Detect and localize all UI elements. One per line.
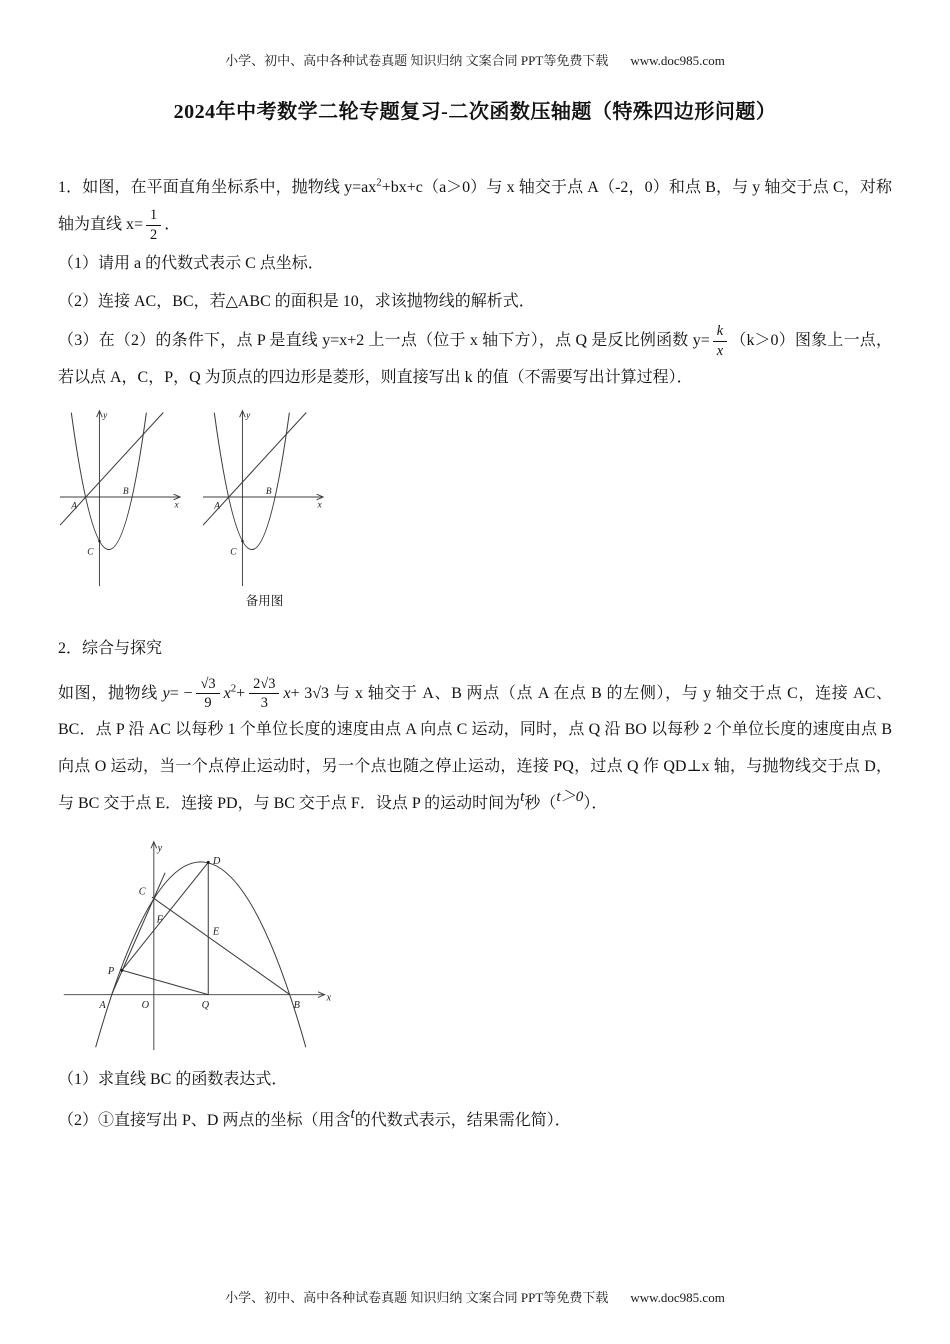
label-F: F <box>156 914 163 926</box>
label-y: y <box>157 842 163 854</box>
header-text: 小学、初中、高中各种试卷真题 知识归纳 文案合同 PPT等免费下载 <box>225 53 609 68</box>
segment-BC <box>152 897 290 995</box>
problem1-intro-seg2: +bx+c（a＞0）与 x 轴交于点 A（-2，0）和点 B，与 y 轴交于点 C，对称轴为直线 x= <box>58 179 892 233</box>
label-E: E <box>212 926 220 938</box>
page-header <box>0 0 950 69</box>
eq-relation: = − <box>169 684 193 702</box>
problem2-q2-seg1: （2）①直接写出 P、D 两点的坐标（用含 <box>58 1111 351 1129</box>
point-P <box>120 969 123 972</box>
segment-PD <box>122 862 208 970</box>
problem1-intro <box>58 170 892 244</box>
problem2-question-1: （1）求直线 BC 的函数表达式． <box>58 1070 288 1088</box>
label-x: x <box>317 500 322 511</box>
document-title: 2024年中考数学二轮专题复习-二次函数压轴题（特殊四边形问题） <box>173 101 777 123</box>
problem1-figures <box>58 405 892 609</box>
point-C <box>98 540 100 542</box>
parabola-curve <box>214 412 289 549</box>
label-A: A <box>214 501 221 512</box>
segment-PQ <box>122 970 208 994</box>
footer-text: 小学、初中、高中各种试卷真题 知识归纳 文案合同 PPT等免费下载 <box>225 1290 609 1305</box>
eq-fraction-1 <box>196 676 219 712</box>
problem1-question-2: （2）连接 AC，BC，若△ABC 的面积是 10，求该抛物线的解析式． <box>58 293 535 311</box>
fraction-denominator: 3 <box>260 695 268 712</box>
fraction-k-over-x <box>713 323 727 359</box>
document-body <box>0 170 950 1139</box>
page-footer <box>0 1287 950 1306</box>
problem1-figure-spare-wrap <box>201 405 328 609</box>
exponent: 2 <box>230 682 237 695</box>
label-P: P <box>107 965 115 977</box>
point-D <box>207 861 210 864</box>
problem2-figure <box>60 835 334 1053</box>
fraction-denominator: 9 <box>204 695 212 712</box>
eq-fraction-2 <box>249 676 279 712</box>
fraction-numerator: k <box>713 323 727 342</box>
label-x: x <box>174 500 179 511</box>
fraction-numerator: √3 <box>196 676 219 695</box>
label-y: y <box>246 410 251 421</box>
fraction-one-half <box>146 207 161 243</box>
problem1-intro-seg3: ． <box>164 215 181 233</box>
spare-figure-caption: 备用图 <box>245 593 284 608</box>
eq-constant-term: + 3√3 <box>290 684 330 702</box>
header-url: www.doc985.com <box>630 53 725 68</box>
problem2-para-seg3: 秒（ <box>524 794 557 812</box>
parabola-equation <box>162 675 330 712</box>
label-Q: Q <box>201 999 210 1011</box>
label-C: C <box>87 547 94 558</box>
problem1-figure-main <box>58 405 185 589</box>
problem2-question-2 <box>58 1103 892 1140</box>
label-A: A <box>71 501 78 512</box>
problem2-heading: 2．综合与探究 <box>58 639 163 657</box>
problem2-para-seg4: ）． <box>583 794 608 812</box>
eq-var-x-squared: x <box>223 684 231 702</box>
fraction-denominator: x <box>716 343 724 360</box>
fraction-numerator: 2√3 <box>249 676 279 695</box>
label-y: y <box>103 410 108 421</box>
label-B: B <box>293 999 300 1011</box>
problem-1 <box>58 170 892 609</box>
time-condition: t＞0 <box>556 787 584 805</box>
label-B: B <box>122 486 129 497</box>
time-variable: t <box>520 787 525 805</box>
eq-var-x: x <box>283 684 291 702</box>
problem1-q3-seg2: （k＞0）图象上一点，若以点 A，C，P，Q 为顶点的四边形是菱形，则直接写出 k 的值（不需要写出计算过程）． <box>58 332 892 386</box>
eq-var-y: y <box>162 684 170 702</box>
problem1-intro-seg1: 1．如图，在平面直角坐标系中，抛物线 y=ax <box>58 179 377 196</box>
label-x: x <box>326 992 332 1004</box>
fraction-numerator: 1 <box>146 207 161 226</box>
parabola-curve <box>96 862 306 1047</box>
exponent: 2 <box>376 176 382 189</box>
problem2-para-seg2: 与 x 轴交于 A、B 两点（点 A 在点 B 的左侧），与 y 轴交于点 C，连接 AC、BC．点 P 沿 AC 以每秒 1 个单位长度的速度由点 A 向点 C 运动，同时，点 Q 沿 BO 以每秒 2 个单位长度的速度由点 B 向点 O 运动，当一个点停止运动时，另一个点也随之停止运动，连接 PQ，过点 Q 作 QD⊥x 轴，与抛物线交于点 D，与 BC 交于点 E．连接 PD，与 BC 交于点 F．设点 P 的运动时间为 <box>58 684 893 812</box>
problem1-question-3 <box>58 323 892 397</box>
time-variable: t <box>350 1104 355 1122</box>
label-C: C <box>230 547 237 558</box>
problem1-q3-seg1: （3）在（2）的条件下，点 P 是直线 y=x+2 上一点（位于 x 轴下方），点 Q 是反比例函数 y= <box>58 332 710 350</box>
problem-2 <box>58 631 892 1140</box>
problem1-question-1: （1）请用 a 的代数式表示 C 点坐标． <box>58 254 324 272</box>
label-O: O <box>141 999 150 1011</box>
label-A: A <box>99 999 106 1011</box>
point-C <box>241 540 243 542</box>
problem2-q2-seg2: 的代数式表示，结果需化简）． <box>354 1111 571 1129</box>
label-C: C <box>138 886 146 898</box>
fraction-denominator: 2 <box>150 226 158 243</box>
problem1-figure-spare <box>201 405 328 589</box>
label-D: D <box>212 856 221 868</box>
problem2-para-seg1: 如图，抛物线 <box>58 684 158 702</box>
problem2-paragraph <box>58 676 892 823</box>
eq-plus: + <box>236 684 246 702</box>
footer-url: www.doc985.com <box>630 1290 725 1305</box>
parabola-curve <box>71 412 146 549</box>
label-B: B <box>265 486 272 497</box>
